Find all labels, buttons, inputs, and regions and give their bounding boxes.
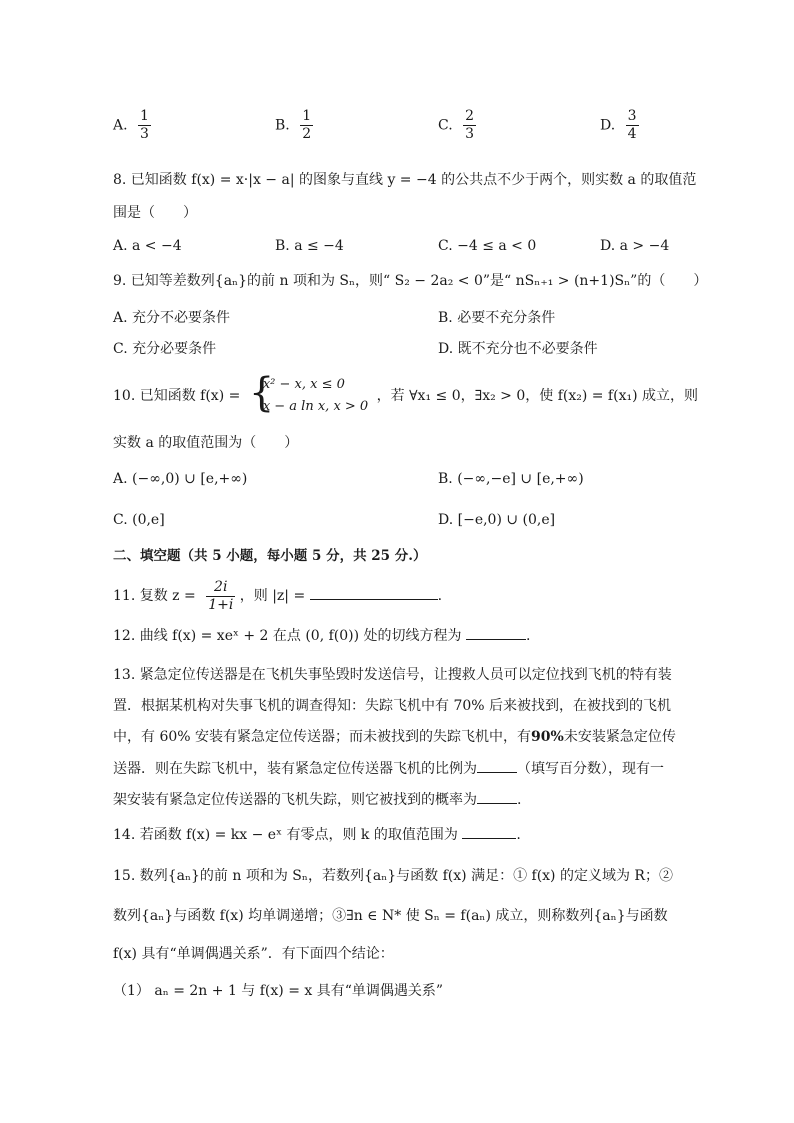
q11-prefix: 11. 复数 z = xyxy=(113,588,196,604)
q14-answer-blank[interactable] xyxy=(462,824,516,839)
q8-option-b: B. a ≤ −4 xyxy=(275,238,344,254)
q12-stem xyxy=(113,625,530,646)
q12-answer-blank[interactable] xyxy=(466,625,526,640)
q10-stem-line1 xyxy=(113,370,698,418)
q15-line1: 15. 数列{aₙ}的前 n 项和为 Sₙ，若数列{aₙ}与函数 f(x) 满足：① f(x) 的定义域为 R；② xyxy=(113,868,673,884)
q7-option-c-label: C. xyxy=(438,117,453,134)
q13-line5: 架安装有紧急定位传送器的飞机失踪，则它被找到的概率为 . xyxy=(113,789,521,810)
q7-option-b-fraction: $\frac{1}{2}$ xyxy=(302,108,312,142)
q10-option-b: B. (−∞,−e] ∪ [e,+∞) xyxy=(438,471,584,487)
section-title: 二、填空题（共 5 小题，每小题 5 分，共 25 分.） xyxy=(113,548,427,564)
q12-end: . xyxy=(526,628,531,644)
q7-option-d-label: D. xyxy=(600,117,616,134)
q11-end: . xyxy=(437,588,443,604)
q14-text: 14. 若函数 f(x) = kx − eˣ 有零点，则 k 的取值范围为 xyxy=(113,827,458,843)
q10-option-d: D. [−e,0) ∪ (0,e] xyxy=(438,512,556,528)
q7-option-a-fraction: $\frac{1}{3}$ xyxy=(140,108,149,142)
q7-option-a xyxy=(113,108,151,143)
q13-answer-blank-2[interactable] xyxy=(477,789,517,804)
q11-suffix: ，则 |z| = xyxy=(239,588,306,604)
q7-option-d-fraction: $\frac{3}{4}$ xyxy=(627,108,637,142)
q8-stem-line1: 8. 已知函数 f(x) = x·|x − a| 的图象与直线 y = −4 的公共点不少于两个，则实数 a 的取值范 xyxy=(113,172,697,188)
q11-stem xyxy=(113,578,442,614)
q10-suffix: ，若 ∀x₁ ≤ 0，∃x₂ > 0，使 f(x₂) = f(x₁) 成立，则 xyxy=(376,388,698,404)
left-brace-icon: { xyxy=(248,370,275,416)
q8-option-c: C. −4 ≤ a < 0 xyxy=(438,238,537,254)
q11-fraction: $\frac{2i}{1+i}$ xyxy=(208,578,234,613)
q14-end: . xyxy=(516,827,521,843)
q10-option-c: C. (0,e] xyxy=(113,512,165,528)
q9-stem: 9. 已知等差数列{aₙ}的前 n 项和为 Sₙ，则“ S₂ − 2a₂ < 0”是“ nSₙ₊₁ > (n+1)Sₙ”的（ ） xyxy=(113,273,708,289)
q8-stem-line2: 围是（ ） xyxy=(113,205,197,221)
q10-stem-line2: 实数 a 的取值范围为（ ） xyxy=(113,435,299,451)
q10-piecewise-function xyxy=(248,370,369,418)
q7-option-a-label: A. xyxy=(113,117,128,134)
q13-answer-blank-1[interactable] xyxy=(477,758,517,773)
q7-option-b-label: B. xyxy=(275,117,290,134)
q9-option-c: C. 充分必要条件 xyxy=(113,341,217,357)
q10-prefix: 10. 已知函数 f(x) = xyxy=(113,388,241,404)
q13-line2: 置．根据某机构对失事飞机的调查得知：失踪飞机中有 70% 后来被找到，在被找到的飞机 xyxy=(113,698,672,714)
q13-line4: 送器．则在失踪飞机中，装有紧急定位传送器飞机的比例为 （填写百分数），现有一 xyxy=(113,758,664,779)
q10-case-2: x − a ln x, x > 0 xyxy=(262,399,369,414)
q15-line2: 数列{aₙ}与函数 f(x) 均单调递增；③∃n ∈ N* 使 Sₙ = f(aₙ) 成立，则称数列{aₙ}与函数 xyxy=(113,908,668,924)
q12-text: 12. 曲线 f(x) = xeˣ + 2 在点 (0, f(0)) 处的切线方程为 xyxy=(113,628,462,644)
q9-option-b: B. 必要不充分条件 xyxy=(438,310,556,326)
q8-option-a: A. a < −4 xyxy=(113,238,182,254)
q13-line3: 中，有 60% 安装有紧急定位传送器；而未被找到的失踪飞机中，有90%未安装紧急定位传 xyxy=(113,729,676,745)
q7-option-c-fraction: $\frac{2}{3}$ xyxy=(465,108,475,142)
q9-option-d: D. 既不充分也不必要条件 xyxy=(438,341,598,357)
q10-option-a: A. (−∞,0) ∪ [e,+∞) xyxy=(113,471,248,487)
q7-option-c xyxy=(438,108,476,143)
q9-option-a: A. 充分不必要条件 xyxy=(113,310,231,326)
q8-option-d: D. a > −4 xyxy=(600,238,670,254)
q15-line3: f(x) 具有“单调偶遇关系”．有下面四个结论： xyxy=(113,946,394,962)
q15-line4: （1） aₙ = 2n + 1 与 f(x) = x 具有“单调偶遇关系” xyxy=(113,983,444,999)
q10-case-1: x² − x, x ≤ 0 xyxy=(262,377,345,392)
q7-option-d xyxy=(600,108,639,143)
q7-option-b xyxy=(275,108,313,143)
q14-stem xyxy=(113,824,521,845)
q11-answer-blank[interactable] xyxy=(310,585,438,600)
q13-line1: 13. 紧急定位传送器是在飞机失事坠毁时发送信号，让搜救人员可以定位找到飞机的特有装 xyxy=(113,667,672,683)
q13-bold-percent: 90% xyxy=(531,729,564,745)
